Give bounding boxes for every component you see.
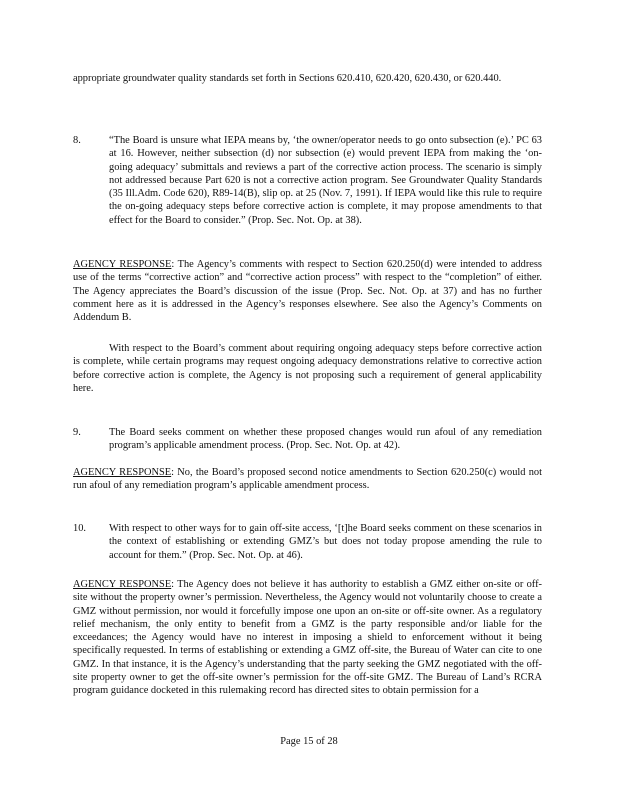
response-paragraph: With respect to the Board’s comment about requiring ongoing adequacy steps before corrective action is complete, while certain programs may request ongoing adequacy demonstrations relative to corrective action before corrective action is complete, the Agency is not proposing such a requirement of general applicability here. xyxy=(73,343,542,394)
continued-paragraph: appropriate groundwater quality standards set forth in Sections 620.410, 620.420, 620.430, or 620.440. xyxy=(73,73,502,84)
response-label: AGENCY RESPONSE xyxy=(73,579,172,590)
response-text: : The Agency’s comments with respect to Section 620.250(d) were intended to address use of the terms “corrective action” and “corrective action process” with respect to the “completion” of either. The Agency appreciates the Board’s discussion of the issue (Prop. Sec. Not. Op. at 37) and has no further comment here as it is addressed in the Agency’s responses elsewhere. See also the Agency’s Comments on Addendum B. xyxy=(73,259,542,324)
item-quote: The Board seeks comment on whether these proposed changes would run afoul of any remediation program’s applicable amendment process. (Prop. Sec. Not. Op. at 42). xyxy=(109,427,542,452)
item-number: 8. xyxy=(73,135,81,146)
agency-response xyxy=(73,578,542,698)
agency-response xyxy=(73,258,542,324)
agency-response xyxy=(73,466,542,493)
item-quote: “The Board is unsure what IEPA means by, ‘the owner/operator needs to go onto subsection (e).’ PC 63 at 16. However, neither subsection (d) nor subsection (e) would prevent IEPA from making the ‘on-going adequacy’ submittals and reviews a part of the corrective action process. The scenario is simply not addressed because Part 620 is not a corrective action program. See Groundwater Quality Standards (35 Ill.Adm. Code 620), R89-14(B), slip op. at 25 (Nov. 7, 1991). If IEPA would like this rule to require the on-going adequacy steps before corrective action is complete, it may propose amendments to that effect for the Board to consider.” (Prop. Sec. Not. Op. at 38). xyxy=(109,135,542,226)
response-label: AGENCY RESPONSE xyxy=(73,467,172,478)
response-text: : No, the Board’s proposed second notice amendments to Section 620.250(c) would not run afoul of any remediation program’s applicable amendment process. xyxy=(73,467,542,492)
item-number: 9. xyxy=(73,427,81,438)
item-number: 10. xyxy=(73,523,86,534)
page-footer: Page 15 of 28 xyxy=(280,736,338,747)
response-label: AGENCY RESPONSE xyxy=(73,259,172,270)
item-quote: With respect to other ways for to gain off-site access, ‘[t]he Board seeks comment on these scenarios in the context of establishing or extending GMZ’s but does not today propose amending the rule to account for them.” (Prop. Sec. Not. Op. at 46). xyxy=(109,523,542,561)
response-text: : The Agency does not believe it has authority to establish a GMZ either on-site or off-site without the property owner’s permission. Nevertheless, the Agency would not voluntarily choose to create a GMZ without permission, nor would it forcefully impose one upon an on-site or off-site owner. As a regulatory relief mechanism, the only entity to benefit from a GMZ is the party responsible and/or liable for the exceedances; the Agency would have no interest in imposing a shield to enforcement without it being specifically requested. In terms of establishing or extending a GMZ off-site, the Bureau of Water can cite to one GMZ. In that instance, it is the Agency’s understanding that the party seeking the GMZ negotiated with the off-site property owner to get the off-site owner’s permission for the off-site GMZ. The Bureau of Land’s RCRA program guidance docketed in this rulemaking record has directed sites to obtain permission for a xyxy=(73,579,542,697)
